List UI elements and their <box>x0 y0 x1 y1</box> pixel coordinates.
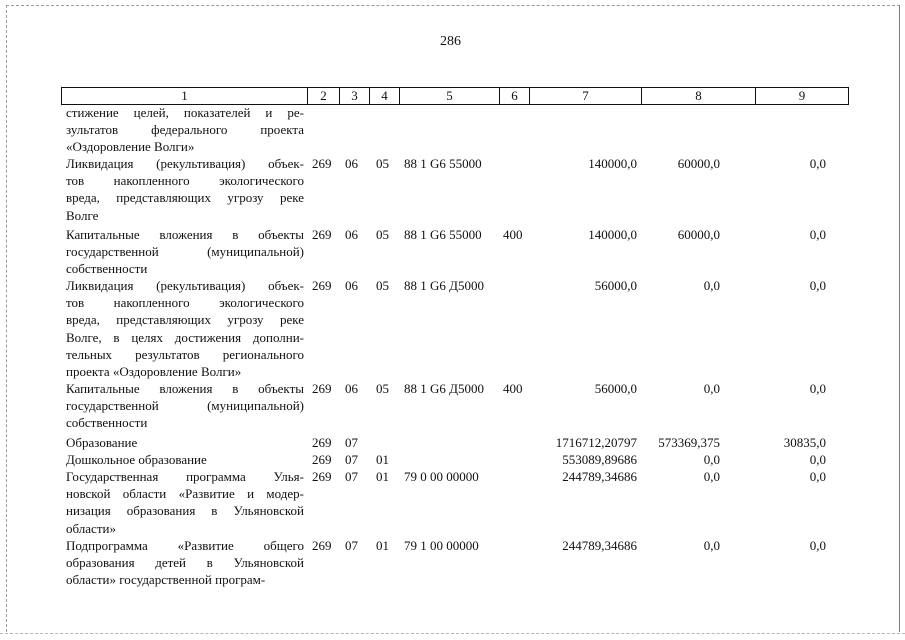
table-row-description <box>66 451 304 468</box>
cell-section: 06 <box>345 381 358 396</box>
description-line: Дошкольное образование <box>66 452 207 467</box>
description-line: Волге, в целях достижения дополни- <box>66 329 304 345</box>
description-line: вреда, представляющих угрозу реке <box>66 190 304 206</box>
cell-amount-year-1: 553089,89686 <box>562 452 637 467</box>
cell-target-article: 79 1 00 00000 <box>404 538 479 553</box>
cell-amount-year-3: 30835,0 <box>783 435 826 450</box>
description-line: стижение целей, показателей и ре- <box>66 105 304 120</box>
table-row-description <box>66 277 304 380</box>
description-line: Ликвидация (рекультивация) объек- <box>66 278 304 293</box>
description-line: Образование <box>66 435 138 450</box>
table-row-description <box>66 104 304 156</box>
description-line: собственности <box>66 261 148 277</box>
cell-amount-year-1: 244789,34686 <box>562 469 637 484</box>
cell-subsection: 01 <box>376 469 389 484</box>
cell-section: 06 <box>345 278 358 293</box>
cell-amount-year-2: 0,0 <box>703 278 720 293</box>
cell-amount-year-2: 0,0 <box>703 452 720 467</box>
cell-grbs: 269 <box>312 156 332 171</box>
description-line: тельных результатов регионального <box>66 346 304 362</box>
header-col-9: 9 <box>755 88 848 104</box>
table-header <box>61 87 849 105</box>
description-line: «Оздоровление Волги» <box>66 139 195 155</box>
cell-amount-year-3: 0,0 <box>809 381 826 396</box>
cell-target-article: 88 1 G6 55000 <box>404 227 482 242</box>
header-col-8: 8 <box>641 88 755 104</box>
cell-expense-type: 400 <box>503 381 523 396</box>
description-line: Капитальные вложения в объекты <box>66 227 304 242</box>
cell-amount-year-2: 60000,0 <box>677 156 720 171</box>
table-row-description <box>66 434 304 451</box>
cell-grbs: 269 <box>312 452 332 467</box>
cell-amount-year-1: 56000,0 <box>594 278 637 293</box>
table-row-description <box>66 226 304 278</box>
cell-amount-year-2: 0,0 <box>703 538 720 553</box>
cell-subsection: 05 <box>376 156 389 171</box>
cell-grbs: 269 <box>312 227 332 242</box>
cell-section: 07 <box>345 469 358 484</box>
description-line: Волге <box>66 207 99 223</box>
cell-amount-year-1: 1716712,20797 <box>555 435 637 450</box>
cell-grbs: 269 <box>312 538 332 553</box>
description-line: новской области «Развитие и модер- <box>66 486 304 502</box>
description-line: собственности <box>66 415 148 431</box>
header-col-6: 6 <box>499 88 529 104</box>
header-col-7: 7 <box>529 88 641 104</box>
header-col-4: 4 <box>369 88 399 104</box>
cell-grbs: 269 <box>312 278 332 293</box>
cell-subsection: 05 <box>376 278 389 293</box>
description-line: Государственная программа Улья- <box>66 469 304 484</box>
description-line: Ликвидация (рекультивация) объек- <box>66 156 304 171</box>
description-line: тов накопленного экологического <box>66 295 304 311</box>
cell-amount-year-3: 0,0 <box>809 452 826 467</box>
table-row-description <box>66 537 304 589</box>
cell-section: 07 <box>345 452 358 467</box>
cell-subsection: 01 <box>376 452 389 467</box>
cell-target-article: 88 1 G6 Д5000 <box>404 278 485 293</box>
cell-section: 06 <box>345 227 358 242</box>
cell-target-article: 79 0 00 00000 <box>404 469 479 484</box>
cell-amount-year-2: 0,0 <box>703 469 720 484</box>
cell-grbs: 269 <box>312 435 332 450</box>
page-number: 286 <box>440 34 461 49</box>
cell-grbs: 269 <box>312 469 332 484</box>
cell-section: 07 <box>345 435 358 450</box>
cell-amount-year-3: 0,0 <box>809 538 826 553</box>
table-row-description <box>66 155 304 224</box>
cell-section: 06 <box>345 156 358 171</box>
description-line: тов накопленного экологического <box>66 173 304 189</box>
page-bottom-edge <box>0 633 905 634</box>
cell-grbs: 269 <box>312 381 332 396</box>
cell-subsection: 05 <box>376 227 389 242</box>
cell-amount-year-3: 0,0 <box>809 227 826 242</box>
cell-target-article: 88 1 G6 55000 <box>404 156 482 171</box>
header-col-5: 5 <box>399 88 499 104</box>
cell-amount-year-3: 0,0 <box>809 156 826 171</box>
description-line: области» <box>66 520 116 536</box>
cell-amount-year-3: 0,0 <box>809 469 826 484</box>
cell-target-article: 88 1 G6 Д5000 <box>404 381 485 396</box>
cell-subsection: 05 <box>376 381 389 396</box>
description-line: вреда, представляющих угрозу реке <box>66 312 304 328</box>
cell-amount-year-2: 0,0 <box>703 381 720 396</box>
cell-amount-year-2: 573369,375 <box>658 435 720 450</box>
description-line: Подпрограмма «Развитие общего <box>66 538 304 553</box>
cell-amount-year-1: 140000,0 <box>588 227 637 242</box>
table-row-description <box>66 468 304 537</box>
cell-section: 07 <box>345 538 358 553</box>
cell-expense-type: 400 <box>503 227 523 242</box>
cell-amount-year-1: 140000,0 <box>588 156 637 171</box>
header-col-1: 1 <box>181 88 188 103</box>
description-line: низация образования в Ульяновской <box>66 503 304 519</box>
header-col-3: 3 <box>339 88 369 104</box>
table-row-description <box>66 380 304 432</box>
cell-amount-year-1: 244789,34686 <box>562 538 637 553</box>
description-line: области» государственной програм- <box>66 572 266 588</box>
header-col-2: 2 <box>307 88 339 104</box>
description-line: государственной (муниципальной) <box>66 244 304 260</box>
description-line: зультатов федерального проекта <box>66 122 304 138</box>
cell-amount-year-2: 60000,0 <box>677 227 720 242</box>
description-line: образования детей в Ульяновской <box>66 555 304 571</box>
cell-subsection: 01 <box>376 538 389 553</box>
cell-amount-year-3: 0,0 <box>809 278 826 293</box>
description-line: проекта «Оздоровление Волги» <box>66 364 242 380</box>
description-line: Капитальные вложения в объекты <box>66 381 304 396</box>
description-line: государственной (муниципальной) <box>66 398 304 414</box>
cell-amount-year-1: 56000,0 <box>594 381 637 396</box>
